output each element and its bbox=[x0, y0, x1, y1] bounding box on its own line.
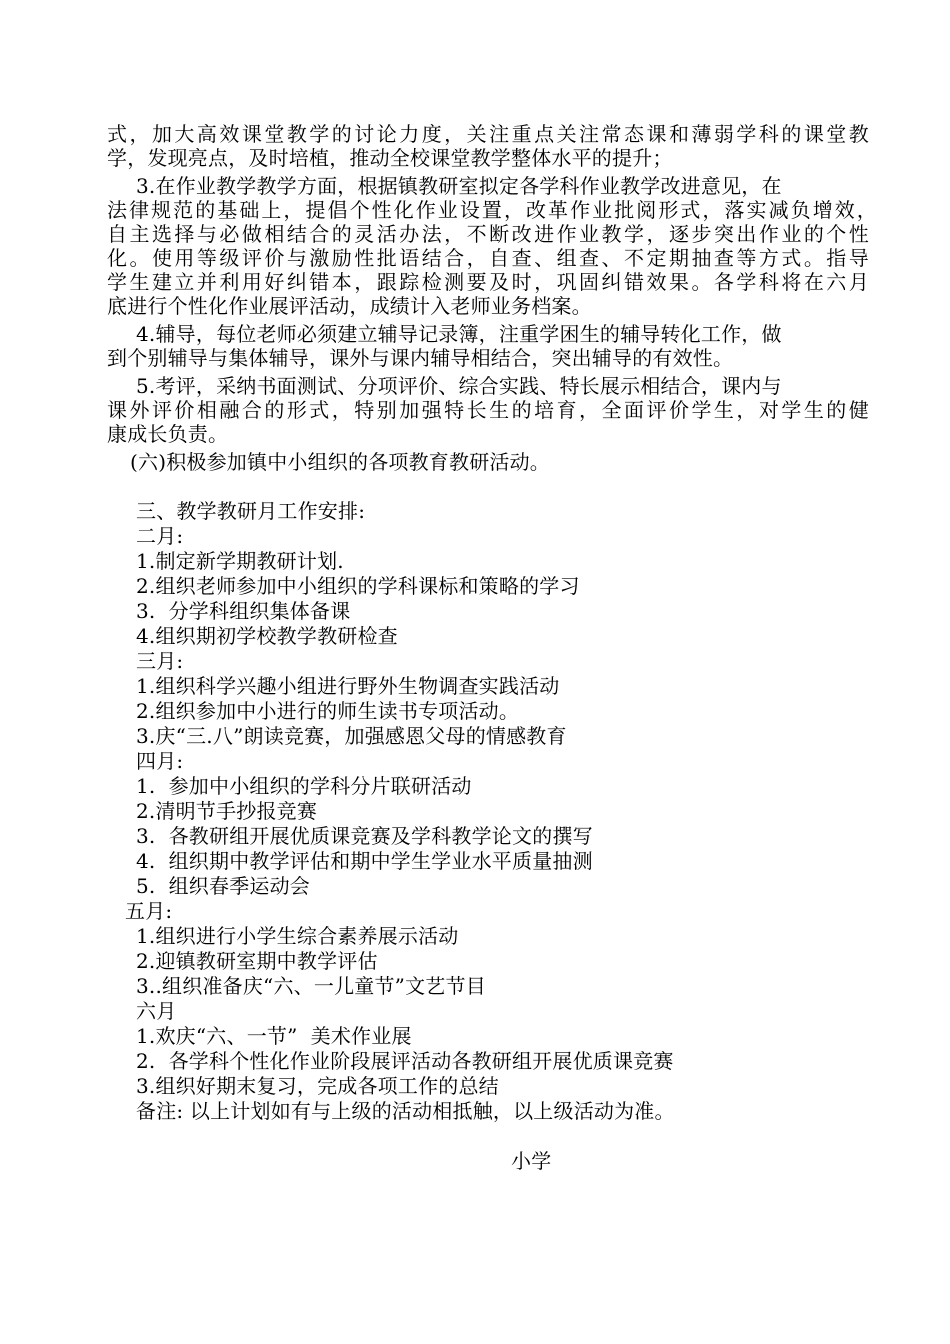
list-item-5: 5.考评，采纳书面测试、分项评价、综合实践、特长展示相结合，课内与 bbox=[136, 374, 782, 398]
list-item: 2. 各学科个性化作业阶段展评活动各教研组开展优质课竞赛 bbox=[136, 1049, 674, 1073]
list-item: 1.欢庆“六、一节” 美术作业展 bbox=[136, 1024, 412, 1048]
list-item: 4.组织期初学校教学教研检查 bbox=[136, 624, 398, 648]
signature-school: 小学 bbox=[511, 1149, 552, 1173]
paragraph-line: 学，发现亮点，及时培植，推动全校课堂教学整体水平的提升； bbox=[107, 146, 673, 170]
paragraph-line: 式，加大高效课堂教学的讨论力度，关注重点关注常态课和薄弱学科的课堂教 bbox=[107, 122, 869, 146]
month-heading-jun: 六月 bbox=[136, 999, 177, 1023]
paragraph-line: 自主选择与必做相结合的灵活办法，不断改进作业教学，逐步突出作业的个性 bbox=[107, 222, 869, 246]
remark-note: 备注: 以上计划如有与上级的活动相抵触，以上级活动为准。 bbox=[136, 1099, 675, 1123]
list-item-4: 4.辅导，每位老师必须建立辅导记录簿，注重学困生的辅导转化工作，做 bbox=[136, 322, 782, 346]
list-item: 2.组织参加中小进行的师生读书专项活动。 bbox=[136, 699, 520, 723]
paragraph-line: 学生建立并利用好纠错本，跟踪检测要及时，巩固纠错效果。各学科将在六月 bbox=[107, 270, 869, 294]
paragraph-line: 到个别辅导与集体辅导，课外与课内辅导相结合，突出辅导的有效性。 bbox=[107, 346, 734, 370]
month-heading-may: 五月: bbox=[125, 899, 173, 923]
paragraph-line: 课外评价相融合的形式，特别加强特长生的培育，全面评价学生，对学生的健 bbox=[107, 398, 869, 422]
list-item: 3. 分学科组织集体备课 bbox=[136, 599, 351, 623]
list-item: 2.清明节手抄报竞赛 bbox=[136, 799, 318, 823]
list-item: 5. 组织春季运动会 bbox=[136, 874, 310, 898]
list-item: 1.制定新学期教研计划. bbox=[136, 549, 344, 573]
paragraph-line: 化。使用等级评价与激励性批语结合，自查、组查、不定期抽查等方式。指导 bbox=[107, 246, 869, 270]
list-item: 1.组织科学兴趣小组进行野外生物调查实践活动 bbox=[136, 674, 560, 698]
list-item: 1. 参加中小组织的学科分片联研活动 bbox=[136, 774, 472, 798]
list-item: 4. 组织期中教学评估和期中学生学业水平质量抽测 bbox=[136, 849, 593, 873]
section-heading-6: (六)积极参加镇中小组织的各项教育教研活动。 bbox=[130, 450, 551, 474]
list-item: 3.庆“三.八”朗读竞赛，加强感恩父母的情感教育 bbox=[136, 724, 567, 748]
list-item: 3..组织准备庆“六、一儿童节”文艺节目 bbox=[136, 974, 486, 998]
month-heading-mar: 三月: bbox=[136, 649, 184, 673]
paragraph-line: 底进行个性化作业展评活动，成绩计入老师业务档案。 bbox=[107, 294, 592, 318]
list-item: 2.组织老师参加中小组织的学科课标和策略的学习 bbox=[136, 574, 580, 598]
paragraph-line: 康成长负责。 bbox=[107, 422, 229, 446]
month-heading-apr: 四月: bbox=[136, 749, 184, 773]
list-item: 3. 各教研组开展优质课竞赛及学科教学论文的撰写 bbox=[136, 824, 593, 848]
list-item: 2.迎镇教研室期中教学评估 bbox=[136, 949, 378, 973]
list-item: 1.组织进行小学生综合素养展示活动 bbox=[136, 924, 459, 948]
month-heading-feb: 二月: bbox=[136, 524, 184, 548]
list-item-3: 3.在作业教学教学方面，根据镇教研室拟定各学科作业教学改进意见，在 bbox=[136, 174, 782, 198]
list-item: 3.组织好期末复习，完成各项工作的总结 bbox=[136, 1074, 499, 1098]
section-heading-3: 三、教学教研月工作安排: bbox=[136, 499, 366, 523]
paragraph-line: 法律规范的基础上，提倡个性化作业设置，改革作业批阅形式，落实减负增效， bbox=[107, 198, 877, 222]
